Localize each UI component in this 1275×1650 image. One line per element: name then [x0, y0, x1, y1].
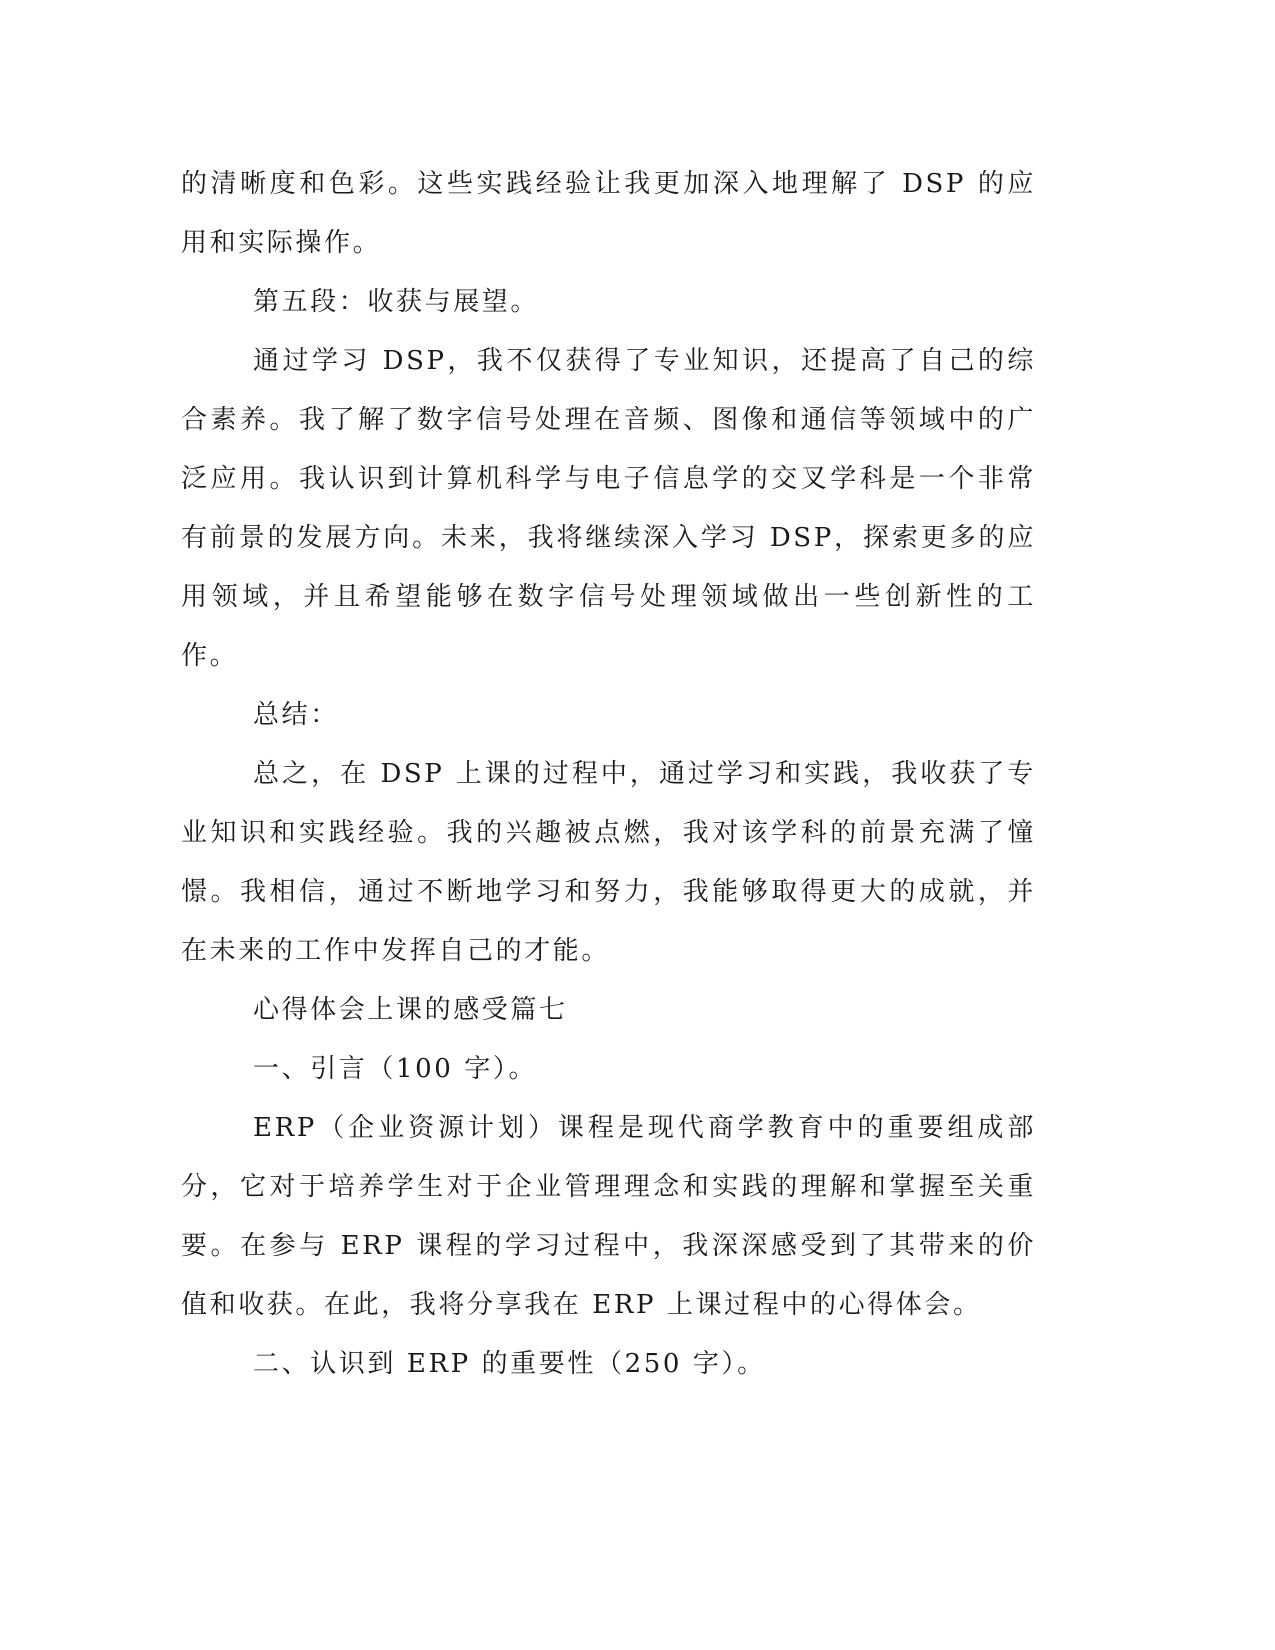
- section-heading-part-five: 第五段：收获与展望。: [253, 287, 540, 317]
- paragraph-continued-practice: 的清晰度和色彩。这些实践经验让我更加深入地理解了 DSP 的应用和实际操作。: [181, 169, 1036, 258]
- paragraph-summary: 总之，在 DSP 上课的过程中，通过学习和实践，我收获了专业知识和实践经验。我的兴趣被点燃，我对该学科的前景充满了憧憬。我相信，通过不断地学习和努力，我能够取得更大的成就，并在未来的工作中发挥自己的才能。: [181, 759, 1036, 966]
- section-heading-summary: 总结：: [253, 700, 339, 730]
- section-heading-introduction: 一、引言（100 字）。: [253, 1054, 538, 1084]
- paragraph-erp-introduction: ERP（企业资源计划）课程是现代商学教育中的重要组成部分，它对于培养学生对于企业管理理念和实践的理解和掌握至关重要。在参与 ERP 课程的学习过程中，我深深感受到了其带来的价值和收获。在此，我将分享我在 ERP 上课过程中的心得体会。: [181, 1113, 1036, 1320]
- section-heading-erp-importance: 二、认识到 ERP 的重要性（250 字）。: [253, 1349, 766, 1379]
- article-title-part-seven: 心得体会上课的感受篇七: [253, 995, 568, 1025]
- document-body: [181, 155, 1036, 1394]
- paragraph-gains-and-outlook: 通过学习 DSP，我不仅获得了专业知识，还提高了自己的综合素养。我了解了数字信号处理在音频、图像和通信等领域中的广泛应用。我认识到计算机科学与电子信息学的交叉学科是一个非常有前景的发展方向。未来，我将继续深入学习 DSP，探索更多的应用领域，并且希望能够在数字信号处理领域做出一些创新性的工作。: [181, 346, 1036, 671]
